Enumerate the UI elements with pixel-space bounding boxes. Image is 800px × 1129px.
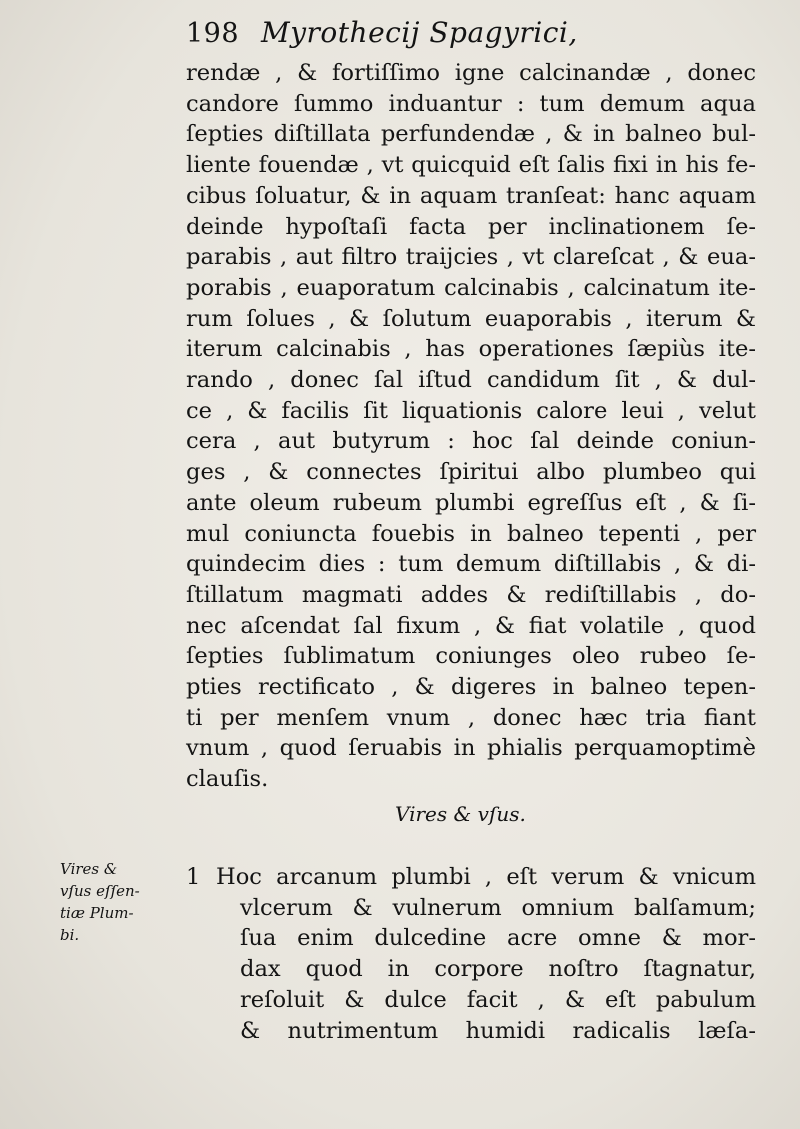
item-line: dax quod in corpore noſtro ſtagnatur, xyxy=(240,956,756,983)
text-line: nec aſcendat ſal fixum , & fiat volatile , quod xyxy=(186,612,756,639)
item-line: Hoc arcanum plumbi , eſt verum & vnicum xyxy=(216,864,756,890)
text-line: mul coniuncta fouebis in balneo tepenti , per xyxy=(186,520,756,547)
text-line: ſepties diſtillata perfundendæ , & in balneo bul- xyxy=(186,121,756,148)
text-line: deinde hypoſtaſi facta per inclinationem ſe- xyxy=(186,213,756,240)
text-line: cera , aut butyrum : hoc ſal deinde coniun- xyxy=(186,428,756,455)
text-line: iterum calcinabis , has operationes ſæpiùs ite- xyxy=(186,336,756,363)
text-line: rendæ , & fortiſſimo igne calcinandæ , donec xyxy=(186,60,756,86)
margin-note-line: vſus eſſen- xyxy=(60,882,140,900)
numbered-item xyxy=(186,862,756,1046)
text-line: ſepties ſublimatum coniunges oleo rubeo ſe- xyxy=(186,643,756,670)
text-line: ce , & facilis ſit liquationis calore leui , velut xyxy=(186,397,756,424)
text-line: liente fouendæ , vt quicquid eſt ſalis fixi in his fe- xyxy=(186,152,756,179)
margin-note-line: tiæ Plum- xyxy=(60,904,134,922)
item-line: & nutrimentum humidi radicalis læſa- xyxy=(240,1017,756,1044)
section-title: Vires & vſus. xyxy=(395,802,526,826)
margin-note-line: Vires & xyxy=(60,860,118,878)
running-title: Myrothecij Spagyrici, xyxy=(261,16,578,49)
margin-note xyxy=(60,858,175,946)
text-line: pties rectificato , & digeres in balneo tepen- xyxy=(186,674,756,701)
item-line: reſoluit & dulce facit , & eſt pabulum xyxy=(240,986,756,1013)
page-number: 198 xyxy=(186,18,240,49)
text-line: vnum , quod ſeruabis in phialis perquamoptimè xyxy=(186,735,756,762)
text-line: quindecim dies : tum demum diſtillabis , & di- xyxy=(186,551,756,578)
text-line: ante oleum rubeum plumbi egreſſus eſt , & ſi- xyxy=(186,489,756,516)
text-line: rum ſolues , & ſolutum euaporabis , iterum & xyxy=(186,305,756,332)
margin-note-line: bi. xyxy=(60,926,80,944)
text-line: ges , & connectes ſpiritui albo plumbeo qui xyxy=(186,459,756,486)
main-text-block xyxy=(186,58,756,795)
text-line: porabis , euaporatum calcinabis , calcinatum ite- xyxy=(186,274,756,301)
text-line: ti per menſem vnum , donec hæc tria fiant xyxy=(186,704,756,731)
text-line: cibus ſoluatur, & in aquam tranſeat: hanc aquam xyxy=(186,182,756,209)
running-header xyxy=(186,16,578,49)
item-line: vlcerum & vulnerum omnium balſamum; xyxy=(240,894,756,921)
text-line: ſtillatum magmati addes & rediſtillabis , do- xyxy=(186,581,756,608)
item-line: ſua enim dulcedine acre omne & mor- xyxy=(240,925,756,952)
text-line: candore ſummo induantur : tum demum aqua xyxy=(186,90,756,117)
text-line: clauſis. xyxy=(186,766,269,793)
text-line: rando , donec ſal iſtud candidum ſit , & dul- xyxy=(186,367,756,394)
item-number: 1 xyxy=(186,864,201,890)
text-line: parabis , aut filtro traijcies , vt clareſcat , & eua- xyxy=(186,244,756,271)
